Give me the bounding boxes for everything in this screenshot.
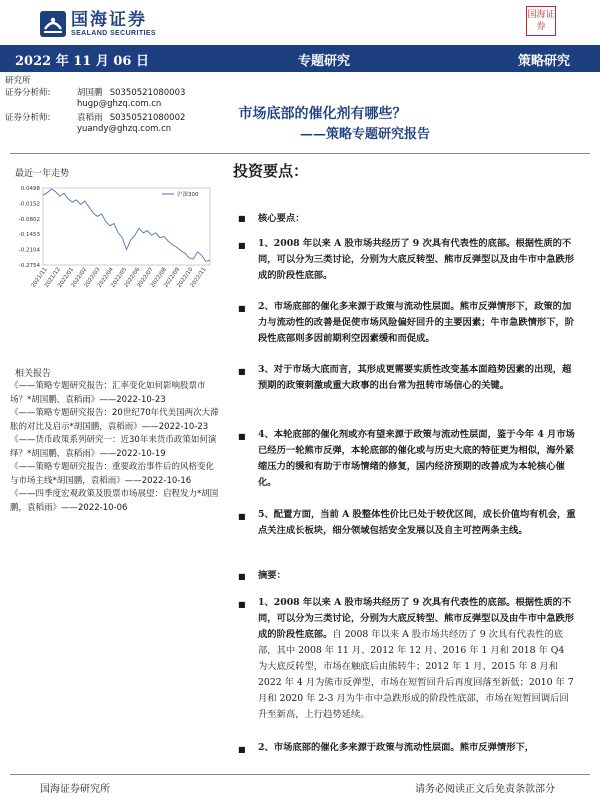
bullet-icon: ■ [238, 745, 246, 754]
analyst-label: 证券分析师: [5, 88, 51, 98]
analyst-cert: S0350521080002 [109, 113, 186, 123]
header-divider [10, 153, 590, 154]
research-dept: 研究所 [5, 76, 31, 86]
related-item[interactable]: 《——四季度宏观政策及股票市场展望：启程发力*胡国鹏，袁稻雨》——2022-10-06 [10, 489, 219, 513]
core-label: 核心要点： [258, 213, 305, 224]
report-subtitle: ——策略专题研究报告 [299, 127, 430, 142]
related-title: 相关报告 [15, 369, 52, 379]
x-tick-label: 2022/10 [176, 266, 195, 289]
core-point: 3、对于市场大底而言，其形成更需要实质性改变基本面趋势因素的出现，超预期的政策刺激或重大政事的出台常为扭转市场信心的关键。 [258, 364, 572, 391]
related-list [10, 380, 220, 515]
y-tick-label: -0.2754 [18, 263, 40, 269]
related-item[interactable]: 《——策略专题研究报告：重要政治事件后的风格变化与市场主线*胡国鹏，袁稻雨》——2022-10-16 [10, 462, 215, 486]
analyst-name: 胡国鹏 [77, 88, 103, 98]
analyst-cert: S0350521080003 [109, 88, 186, 98]
related-item[interactable]: 《——货币政策系列研究一：近30年来货币政策如何演绎？*胡国鹏，袁稻雨》——2022-10-19 [10, 435, 217, 459]
brand-logo [40, 7, 156, 41]
summary-point-body: 自 2008 年以来 A 股市场共经历了 9 次具有代表性的底部，其中 2008 年 11 月、2012 年 12 月、2016 年 1 月和 2018 年 Q4 为大底反转型，市场在触底后由熊转牛；2012 年 1 月、2015 年 8 月和 2022 年 4 月为熊市反弹型，市场在短暂回升后再度回落至新低；2010 年 7 月和 2020 年 2-3 月为牛市中急跌形成的阶段性底部，市场在短暂回调后回升至新高，上行趋势延续。 [258, 629, 574, 720]
x-tick-label: 2022/04 [96, 266, 115, 289]
seal-stamp: 国海证券 [526, 6, 556, 36]
y-tick-label: -0.0152 [18, 201, 40, 208]
x-tick-label: 2022/08 [149, 266, 168, 289]
x-tick-label: 2022/11 [189, 266, 208, 289]
core-point: 5、配置方面，当前 A 股整体性价比已处于较优区间，成长价值均有机会，重点关注成长板块，细分领域包括安全发展以及自主可控两条主线。 [258, 509, 576, 536]
series-line [43, 189, 210, 261]
analyst-email: hugp@ghzq.com.cn [77, 99, 162, 109]
report-title: 市场底部的催化剂有哪些？ [238, 106, 407, 122]
x-tick-label: 2022/06 [123, 266, 142, 289]
report-column: 策略研究 [518, 54, 571, 69]
footer-left: 国海证券研究所 [40, 784, 110, 795]
x-tick-label: 2021/11 [30, 266, 49, 289]
y-tick-label: -0.2104 [18, 247, 40, 254]
bullet-icon: ■ [238, 512, 246, 521]
summary-label: 摘要： [258, 570, 286, 581]
x-tick-label: 2022/01 [57, 266, 76, 289]
y-tick-label: -0.0802 [18, 216, 40, 223]
related-item[interactable]: 《——策略专题研究报告：汇率变化如何影响股票市场？*胡国鹏，袁稻雨》——2022-10-23 [10, 381, 206, 405]
x-tick-label: 2022/05 [110, 266, 129, 289]
footer-divider [10, 774, 590, 775]
x-tick-label: 2022/07 [136, 266, 155, 289]
x-tick-label: 2022/09 [163, 266, 182, 289]
bullet-icon: ■ [238, 572, 246, 581]
summary-point-lead: 1、2008 年以来 A 股市场共经历了 9 次具有代表性的底部。根据性质的不同，可以分为三类讨论，分别为大底反转型、熊市反弹型以及由牛市中急跌形成的阶段性底部。 [258, 597, 575, 640]
core-point: 4、本轮底部的催化剂或亦有望来源于政策与流动性层面，鉴于今年 4 月市场已经历一轮熊市反弹，本轮底部的催化或与历史大底的特征更为相似，海外紧缩压力的缓和有助于市场情绪的修复，国内经济预期的改善成为本轮核心催化。 [258, 429, 575, 488]
x-tick-label: 2022/02 [70, 266, 89, 289]
bullet-icon: ■ [238, 214, 246, 223]
summary-point [258, 740, 576, 756]
price-trend-chart [10, 180, 215, 290]
core-point: 2、市场底部的催化多来源于政策与流动性层面。熊市反弹情形下，政策的加力与流动性的改善是促使市场风险偏好回升的主要因素；牛市急跌情形下，阶段性底部则多因前期利空因素缓和而促成。 [258, 301, 575, 344]
bullet-icon: ■ [238, 367, 246, 376]
x-tick-label: 2022/03 [83, 266, 102, 289]
brand-name-cn: 国海证券 [71, 9, 147, 30]
y-tick-label: 0.0498 [20, 186, 40, 192]
report-category: 专题研究 [298, 54, 351, 69]
report-date: 2022 年 11 月 06 日 [15, 54, 149, 69]
x-tick-label: 2021/12 [43, 266, 62, 289]
analyst-label: 证券分析师: [5, 113, 51, 123]
bullet-icon: ■ [238, 432, 246, 441]
y-tick-label: -0.1453 [18, 232, 40, 239]
summary-point [258, 595, 576, 723]
summary-point-lead: 2、市场底部的催化多来源于政策与流动性层面。熊市反弹情形下， [258, 742, 535, 753]
section-title: 投资要点： [233, 162, 309, 180]
sealand-logo-icon [40, 11, 66, 37]
bullet-icon: ■ [238, 600, 246, 609]
footer-right: 请务必阅读正文后免责条款部分 [415, 784, 555, 795]
core-point: 1、2008 年以来 A 股市场共经历了 9 次具有代表性的底部。根据性质的不同，可以分为三类讨论，分别为大底反转型、熊市反弹型以及由牛市中急跌形成的阶段性底部。 [258, 238, 575, 281]
bullet-icon: ■ [238, 241, 246, 250]
related-item[interactable]: 《——策略专题研究报告：20世纪70年代美国两次大滞胀的对比及启示*胡国鹏，袁稻雨》——2022-10-23 [10, 408, 219, 432]
analyst-email: yuandy@ghzq.com.cn [77, 124, 172, 134]
chart-title: 最近一年走势 [15, 169, 70, 179]
header-banner [0, 45, 600, 72]
bullet-icon: ■ [238, 304, 246, 313]
analyst-name: 袁稻雨 [77, 113, 103, 123]
brand-name-en: SEALAND SECURITIES [71, 29, 156, 37]
legend-label: 沪深300 [177, 192, 199, 198]
